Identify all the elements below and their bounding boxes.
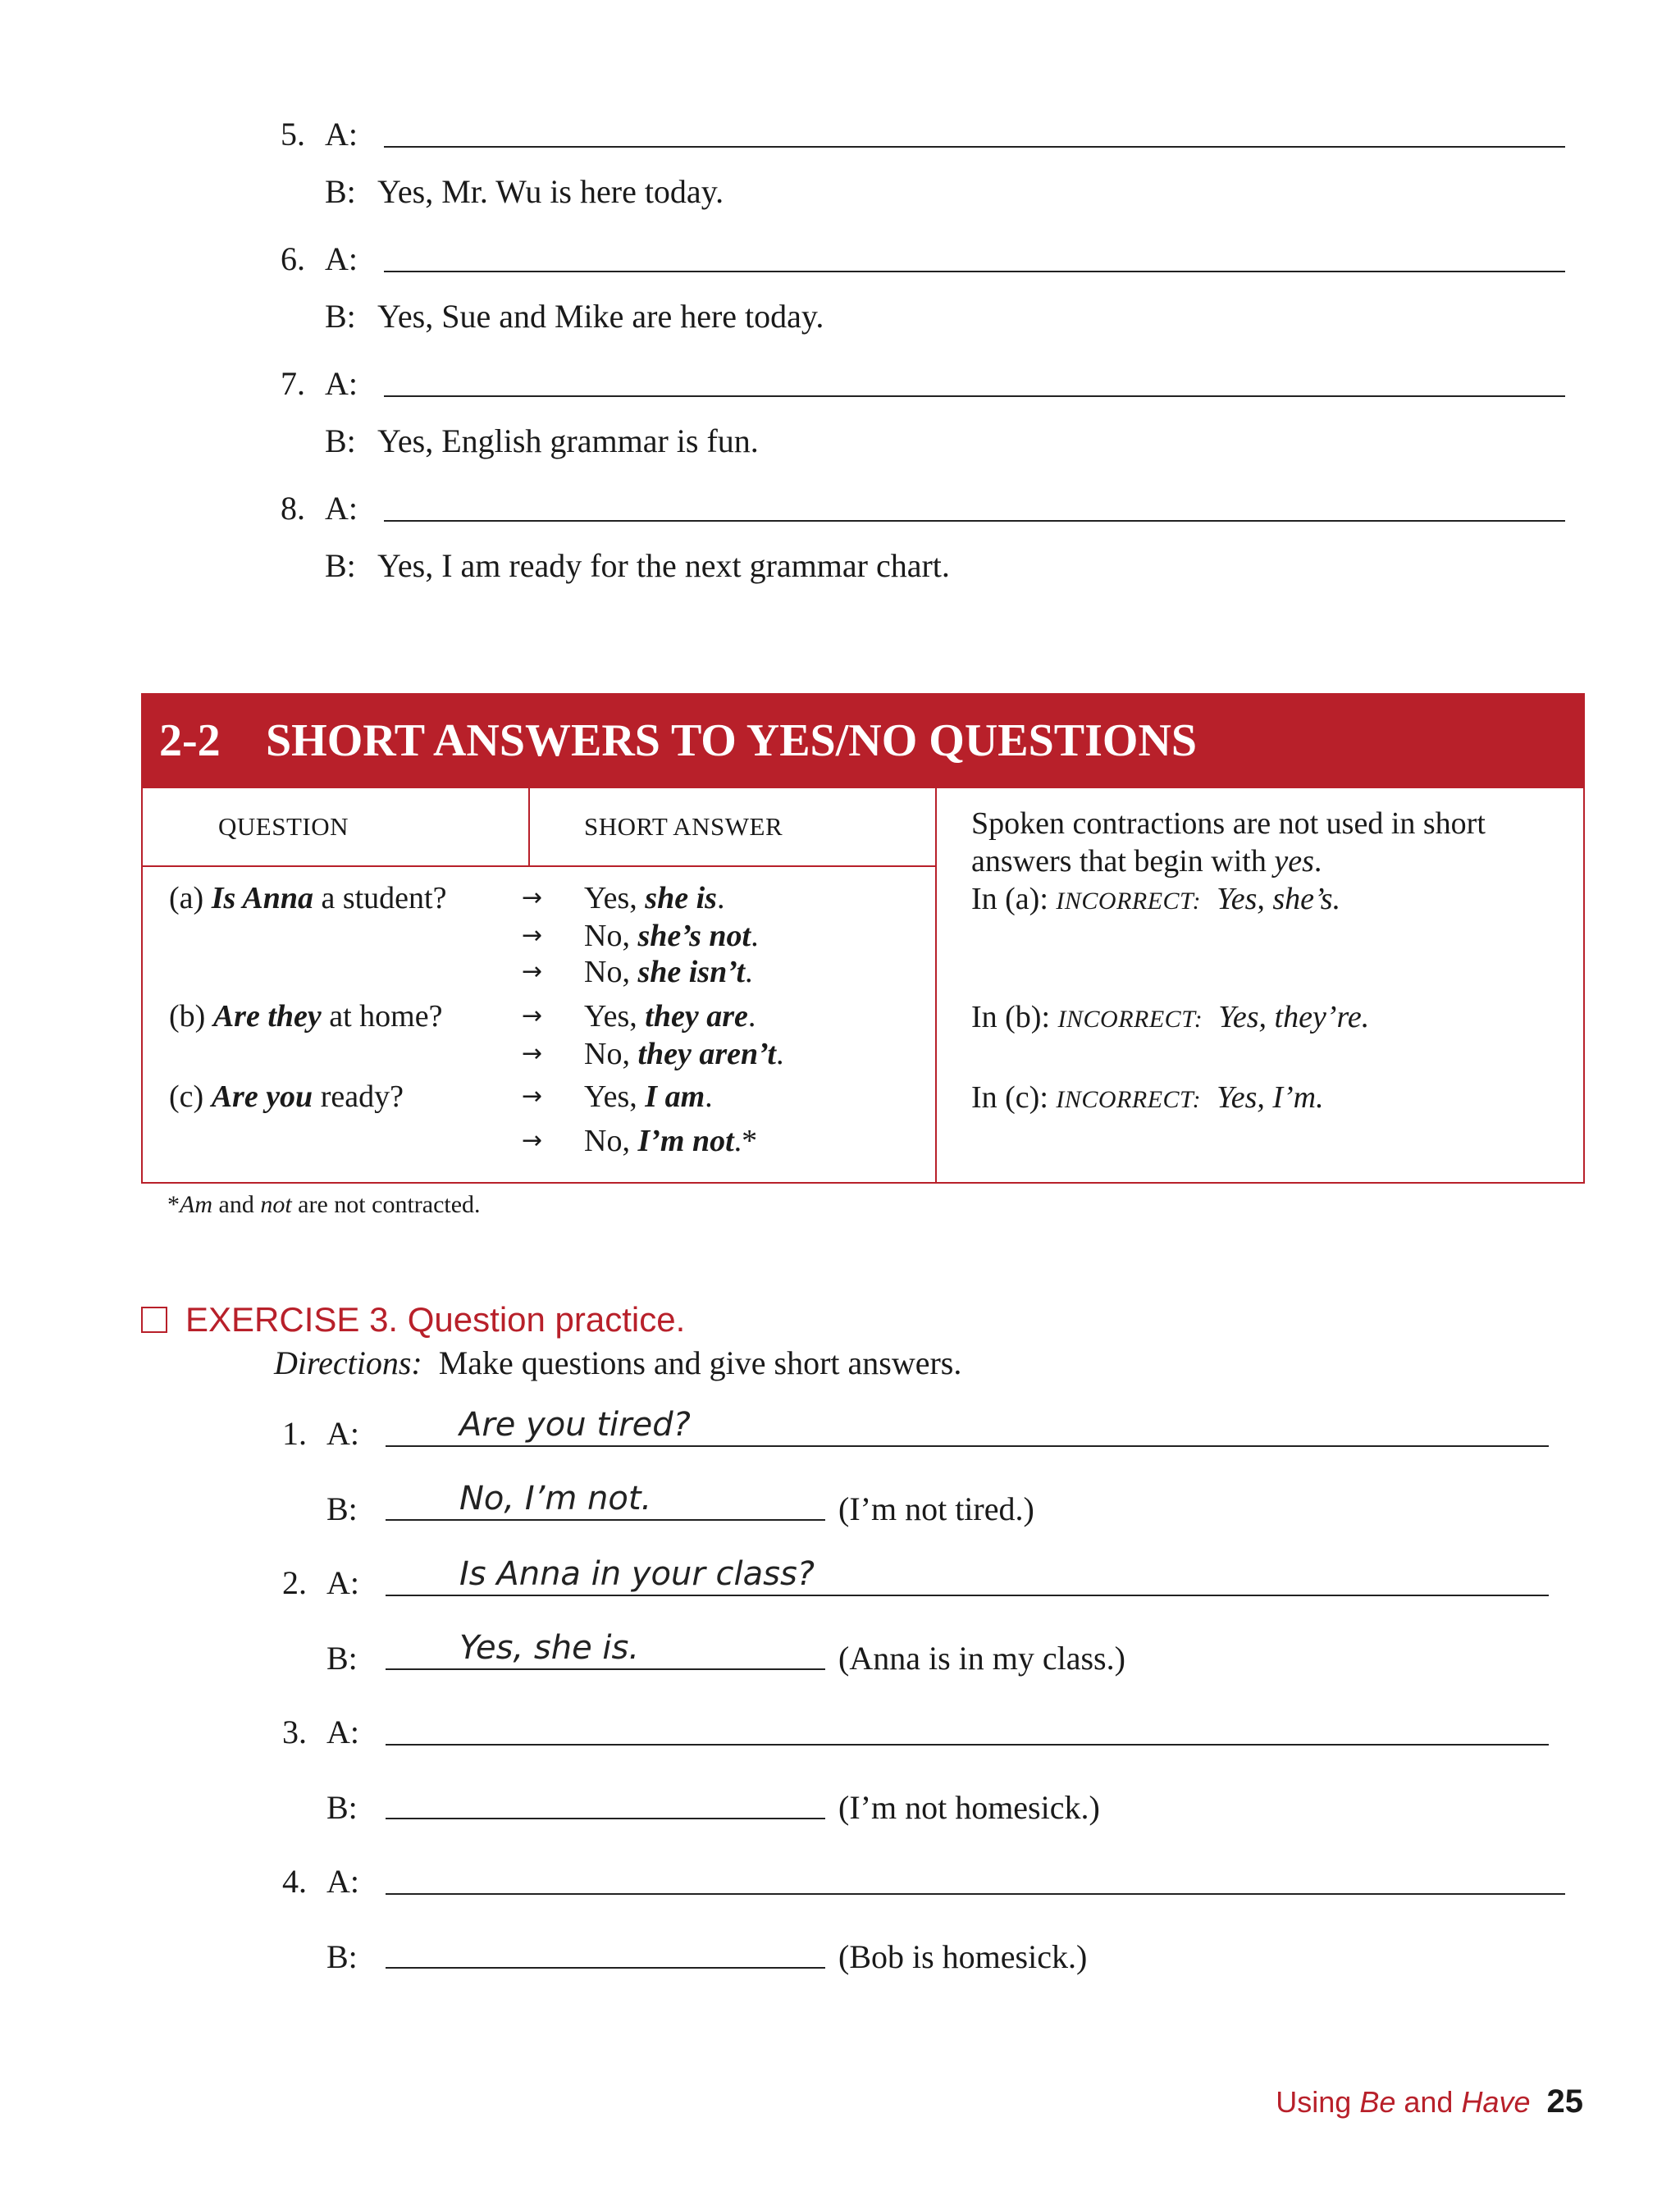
- answer-plain: No,: [584, 955, 638, 989]
- chart-note-b: [971, 998, 1369, 1038]
- example-question-c: [169, 1079, 404, 1115]
- note-line: answers that begin with: [971, 844, 1275, 879]
- answer-plain: Yes,: [584, 1079, 646, 1114]
- header-divider: [143, 865, 935, 867]
- example-label: (b): [169, 999, 206, 1034]
- item-number: 7.: [281, 365, 305, 402]
- short-answer: [584, 954, 753, 990]
- note-yes: yes: [1274, 844, 1314, 879]
- short-answer-blank[interactable]: [386, 1519, 825, 1521]
- item-number: 6.: [281, 240, 305, 277]
- short-answer: [584, 1036, 783, 1072]
- incorrect-label: INCORRECT:: [1056, 888, 1202, 915]
- answer-bold: I am: [645, 1079, 705, 1114]
- item-number: 1.: [282, 1415, 307, 1452]
- speaker-a-label: A:: [325, 240, 358, 277]
- speaker-b-label: B:: [325, 547, 356, 584]
- exercise-directions: [274, 1344, 961, 1382]
- incorrect-example: Yes, I’m.: [1217, 1080, 1324, 1115]
- checkbox-icon[interactable]: [141, 1307, 167, 1333]
- short-answer: [584, 1079, 713, 1115]
- answer-cue: (I’m not tired.): [838, 1490, 1034, 1527]
- item-number: 8.: [281, 490, 305, 527]
- question-bold: Are they: [212, 999, 322, 1034]
- answer-end: .: [716, 881, 725, 915]
- answer-blank[interactable]: [384, 520, 1565, 522]
- answer-cue: (Bob is homesick.): [838, 1938, 1088, 1975]
- short-answer: [584, 918, 759, 954]
- column-header-question: QUESTION: [218, 812, 349, 841]
- handwritten-short-answer: No, I’m not.: [459, 1480, 652, 1517]
- answer-cue: (I’m not homesick.): [838, 1789, 1100, 1826]
- answer-blank[interactable]: [384, 271, 1565, 272]
- speaker-b-label: B:: [325, 173, 356, 210]
- short-answer-blank[interactable]: [386, 1668, 825, 1670]
- footnote-not: not: [260, 1191, 292, 1218]
- answer-end: .: [745, 955, 753, 989]
- chart-header: [141, 693, 1585, 788]
- answer-plain: Yes,: [584, 881, 646, 915]
- arrow-icon: →: [522, 1039, 543, 1068]
- note-prefix: In (b):: [971, 1000, 1058, 1034]
- answer-bold: I’m not: [637, 1124, 734, 1158]
- exercise-title: EXERCISE 3. Question practice.: [185, 1300, 686, 1339]
- chart-note-a: [971, 880, 1340, 920]
- arrow-icon: →: [522, 921, 543, 950]
- directions-text: Make questions and give short answers.: [438, 1344, 962, 1381]
- note-prefix: In (a):: [971, 882, 1057, 916]
- answer-cue: (Anna is in my class.): [838, 1640, 1125, 1677]
- exercise-heading: [141, 1300, 685, 1339]
- example-question-a: [169, 880, 446, 916]
- short-answer: [584, 1123, 757, 1159]
- question-rest: at home?: [321, 999, 443, 1034]
- short-answer-blank[interactable]: [386, 1818, 825, 1819]
- answer-blank[interactable]: [386, 1595, 1549, 1596]
- example-label: (c): [169, 1079, 204, 1114]
- handwritten-short-answer: Yes, she is.: [459, 1629, 640, 1667]
- item-number: 5.: [281, 116, 305, 153]
- grammar-chart: [141, 693, 1585, 1185]
- incorrect-label: INCORRECT:: [1056, 1086, 1202, 1113]
- chart-title: SHORT ANSWERS TO YES/NO QUESTIONS: [266, 715, 1198, 766]
- answer-bold: they are: [645, 999, 748, 1034]
- handwritten-question: Are you tired?: [459, 1406, 691, 1444]
- arrow-icon: →: [522, 1082, 543, 1111]
- speaker-a-label: A:: [325, 490, 358, 527]
- chart-number: 2-2: [159, 715, 221, 766]
- footer-text: and: [1395, 2085, 1462, 2119]
- example-label: (a): [169, 881, 204, 915]
- speaker-a-label: A:: [326, 1863, 359, 1900]
- directions-label: Directions:: [274, 1344, 422, 1381]
- chart-footnote: [167, 1191, 481, 1219]
- answer-plain: No,: [584, 1124, 638, 1158]
- short-answer: [584, 880, 724, 916]
- speaker-b-label: B:: [326, 1490, 358, 1527]
- column-divider: [528, 788, 530, 865]
- note-prefix: In (c):: [971, 1080, 1057, 1115]
- answer-blank[interactable]: [384, 146, 1565, 148]
- footnote-star: *: [167, 1191, 180, 1218]
- speaker-a-label: A:: [326, 1564, 359, 1601]
- chart-note-intro: [971, 805, 1570, 880]
- question-bold: Are you: [211, 1079, 313, 1114]
- page-number: 25: [1546, 2083, 1583, 2120]
- speaker-b-response: Yes, English grammar is fun.: [377, 422, 759, 459]
- answer-blank[interactable]: [386, 1744, 1549, 1746]
- note-end: .: [1313, 844, 1322, 879]
- answer-plain: Yes,: [584, 999, 646, 1034]
- answer-end: .: [751, 919, 759, 953]
- footer-have: Have: [1461, 2085, 1531, 2119]
- question-rest: ready?: [313, 1079, 404, 1114]
- arrow-icon: →: [522, 1002, 543, 1030]
- footer-text: Using: [1276, 2085, 1360, 2119]
- answer-blank[interactable]: [384, 395, 1565, 397]
- column-divider: [935, 788, 937, 1182]
- question-rest: a student?: [313, 881, 447, 915]
- chart-note-c: [971, 1079, 1324, 1119]
- answer-blank[interactable]: [386, 1893, 1565, 1895]
- speaker-b-label: B:: [326, 1640, 358, 1677]
- answer-bold: they aren’t: [637, 1037, 776, 1071]
- answer-end: .: [775, 1037, 784, 1071]
- answer-bold: she’s not: [637, 919, 751, 953]
- answer-end: .*: [733, 1124, 758, 1158]
- answer-blank[interactable]: [386, 1445, 1549, 1447]
- answer-bold: she isn’t: [637, 955, 746, 989]
- arrow-icon: →: [522, 957, 543, 986]
- speaker-a-label: A:: [326, 1415, 359, 1452]
- answer-plain: No,: [584, 1037, 638, 1071]
- answer-end: .: [747, 999, 756, 1034]
- arrow-icon: →: [522, 1126, 543, 1155]
- arrow-icon: →: [522, 883, 543, 912]
- answer-bold: she is: [645, 881, 717, 915]
- item-number: 4.: [282, 1863, 307, 1900]
- footnote-am: Am: [180, 1191, 212, 1218]
- speaker-a-label: A:: [326, 1714, 359, 1750]
- footer-be: Be: [1359, 2085, 1396, 2119]
- running-footer: [1276, 2085, 1530, 2119]
- item-number: 3.: [282, 1714, 307, 1750]
- page-footer: [1276, 2083, 1583, 2120]
- handwritten-question: Is Anna in your class?: [459, 1555, 815, 1593]
- item-number: 2.: [282, 1564, 307, 1601]
- question-bold: Is Anna: [211, 881, 313, 915]
- example-question-b: [169, 998, 442, 1034]
- speaker-a-label: A:: [325, 116, 358, 153]
- speaker-b-label: B:: [325, 422, 356, 459]
- short-answer-blank[interactable]: [386, 1967, 825, 1969]
- speaker-b-label: B:: [325, 298, 356, 335]
- short-answer: [584, 998, 756, 1034]
- column-header-short-answer: SHORT ANSWER: [584, 812, 783, 841]
- speaker-a-label: A:: [325, 365, 358, 402]
- answer-end: .: [705, 1079, 713, 1114]
- incorrect-example: Yes, they’re.: [1218, 1000, 1370, 1034]
- footnote-and: and: [212, 1191, 261, 1218]
- speaker-b-label: B:: [326, 1938, 358, 1975]
- speaker-b-response: Yes, Sue and Mike are here today.: [377, 298, 824, 335]
- footnote-rest: are not contracted.: [291, 1191, 481, 1218]
- speaker-b-response: Yes, Mr. Wu is here today.: [377, 173, 724, 210]
- incorrect-example: Yes, she’s.: [1217, 882, 1341, 916]
- speaker-b-label: B:: [326, 1789, 358, 1826]
- answer-plain: No,: [584, 919, 638, 953]
- incorrect-label: INCORRECT:: [1057, 1006, 1203, 1033]
- note-line: Spoken contractions are not used in short: [971, 806, 1486, 841]
- chart-body: [141, 788, 1585, 1184]
- speaker-b-response: Yes, I am ready for the next grammar chart.: [377, 547, 950, 584]
